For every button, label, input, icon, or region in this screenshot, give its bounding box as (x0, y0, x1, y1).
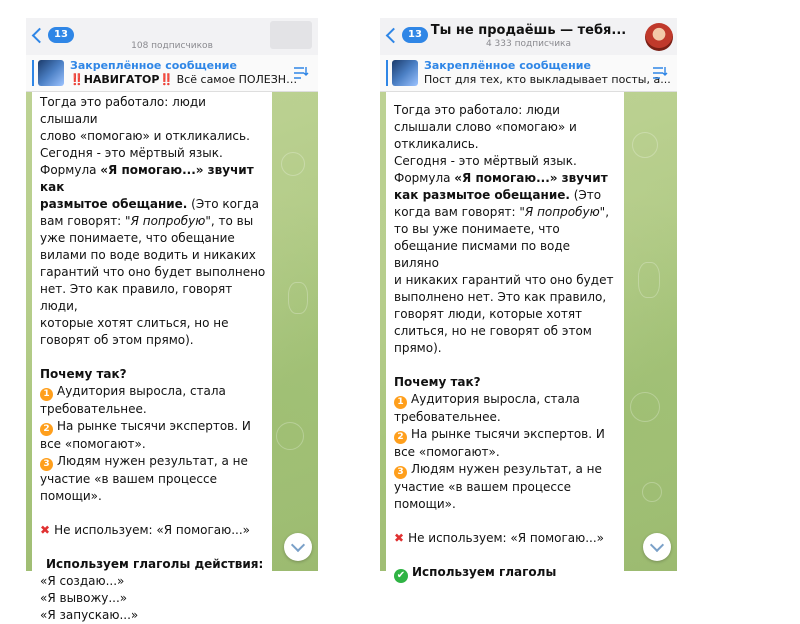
pinned-indicator (386, 60, 388, 86)
chevron-down-icon (291, 538, 305, 552)
number-one-icon: 1 (40, 388, 53, 401)
message-bubble (32, 92, 272, 622)
number-three-icon: 3 (394, 466, 407, 479)
number-two-icon: 2 (40, 423, 53, 436)
pinned-thumbnail (38, 60, 64, 86)
pinned-message-bar[interactable] (26, 55, 318, 92)
message-bubble (386, 92, 624, 581)
pinned-title: Закреплённое сообщение (70, 59, 237, 72)
subscriber-count: 4 333 подписчика (485, 39, 572, 49)
unread-count-badge: 13 (402, 27, 428, 43)
chat-header (380, 18, 677, 54)
chat-screen-right (380, 18, 677, 581)
scroll-down-button[interactable] (284, 533, 312, 561)
chat-area (26, 92, 318, 622)
number-two-icon: 2 (394, 431, 407, 444)
pinned-thumbnail (392, 60, 418, 86)
channel-avatar[interactable] (645, 23, 673, 51)
pinned-title: Закреплённое сообщение (424, 59, 591, 72)
pinned-text: ‼️НАВИГАТОР‼️ Всё самое ПОЛЕЗН… (70, 73, 298, 86)
message-text: Тогда это работало: люди слышали слово «помогаю» и откликались. Сегодня - это мёртвый язык. Формула «Я помогаю...» звучит как размытое обещание. (Это когда вам говорят: "Я попробую", то вы уже понимаете, что обещание вилами по воде водить и никаких гарантий что оно будет выполнено нет. Это как правило, говорят люди, которые хотят слиться, но не говорят об этом прямо). Почему так? 1 Аудитория выросла, стала требовательнее. 2 На рынке тысячи экспертов. И все «помогают». 3 Людям нужен результат, а не участие «в вашем процессе помощи». ✖ Не используем: «Я помогаю...» Используем глаголы действия: «Я создаю...» «Я вывожу...» «Я запускаю...» (40, 95, 266, 622)
cross-icon: ✖ (40, 523, 51, 537)
chevron-down-icon (650, 538, 664, 552)
pinned-indicator (32, 60, 34, 86)
pinned-text: Пост для тех, кто выкладывает посты, а... (424, 73, 671, 86)
check-icon: ✔ (394, 569, 408, 583)
message-text: Тогда это работало: люди слышали слово «помогаю» и откликались. Сегодня - это мёртвый язык. Формула «Я помогаю...» звучит как размытое обещание. (Это когда вам говорят: "Я попробую", то вы уже понимаете, что обещание писмами по воде виляно и никаких гарантий что оно будет выполнено нет. Это как правило, говорят люди, которые хотят слиться, но не говорят об этом прямо). Почему так? 1 Аудитория выросла, стала требовательнее. 2 На рынке тысячи экспертов. И все «помогают». 3 Людям нужен результат, а не участие «в вашем процессе помощи». ✖ Не используем: «Я помогаю...» ✔ Используем глаголы (394, 103, 614, 581)
chat-header (26, 18, 318, 54)
chat-screen-left (26, 18, 318, 622)
number-one-icon: 1 (394, 396, 407, 409)
unread-count-badge: 13 (48, 27, 74, 43)
number-three-icon: 3 (40, 458, 53, 471)
channel-avatar[interactable] (270, 21, 312, 49)
pinned-list-icon[interactable] (651, 64, 669, 82)
subscriber-count: 108 подписчиков (131, 41, 213, 51)
pinned-message-bar[interactable] (380, 55, 677, 92)
scroll-down-button[interactable] (643, 533, 671, 561)
chat-area (380, 92, 677, 581)
channel-title[interactable]: Ты не продаёшь — тебя... (430, 23, 627, 38)
cross-icon: ✖ (394, 531, 405, 545)
pinned-list-icon[interactable] (292, 64, 310, 82)
